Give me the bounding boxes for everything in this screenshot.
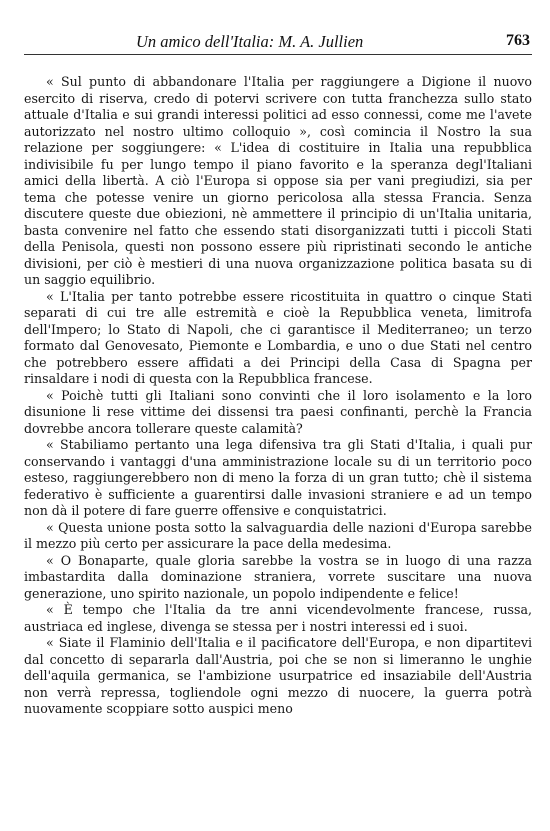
- paragraph: « Sul punto di abbandonare l'Italia per raggiungere a Digione il nuovo esercito di riserva, credo di potervi scrivere con tutta franchezza sullo stato attuale d'Italia e sui grandi interessi politici ad esso connessi, come me l'avete autorizzato nel nostro ultimo colloquio », così comincia il Nostro la sua relazione per soggiungere: « L'idea di costituire in Italia una repubblica indivisibile fu per lungo tempo il piano favorito e la speranza degl'Italiani amici della libertà. A ciò l'Europa si oppose sia per vani pregiudizi, sia per tema che potesse venire un giorno pericolosa alla stessa Francia. Senza discutere queste due obiezioni, nè ammettere il principio di un'Italia unitaria, basta convenire nel fatto che essendo stati disorganizzati tutti i piccoli Stati della Penisola, questi non possono essere più ripristinati secondo le antiche divisioni, per ciò è mestieri di una nuova organizzazione politica basata su di un saggio equilibrio.: [24, 74, 532, 287]
- running-title: Un amico dell'Italia: M. A. Jullien: [136, 32, 364, 51]
- paragraph: « O Bonaparte, quale gloria sarebbe la vostra se in luogo di una razza imbastardita dalla dominazione straniera, vorrete suscitare una nuova generazione, uno spirito nazionale, un popolo indipendente e felice!: [24, 552, 532, 601]
- paragraph: « Questa unione posta sotto la salvaguardia delle nazioni d'Europa sarebbe il mezzo più certo per assicurare la pace della medesima.: [24, 519, 532, 551]
- body-text: [24, 74, 532, 718]
- paragraph: « Poichè tutti gli Italiani sono convinti che il loro isolamento e la loro disunione li rese vittime dei dissensi tra paesi confinanti, perchè la Francia dovrebbe ancora tollerare queste calamità?: [24, 387, 532, 436]
- page-number: 763: [506, 32, 530, 49]
- paragraph: « È tempo che l'Italia da tre anni vicendevolmente francese, russa, austriaca ed inglese, divenga se stessa per i nostri interessi ed i suoi.: [24, 602, 532, 634]
- paragraph: « Siate il Flaminio dell'Italia e il pacificatore dell'Europa, e non dipartitevi dal concetto di separarla dall'Austria, poi che se non si limeranno le unghie dell'aquila germanica, se l'ambizione usurpatrice ed insaziabile dell'Austria non verrà repressa, togliendole ogni mezzo di nuocere, la guerra potrà nuovamente scoppiare sotto auspici meno: [24, 635, 532, 716]
- page-header: [24, 30, 532, 55]
- paragraph: « L'Italia per tanto potrebbe essere ricostituita in quattro o cinque Stati separati di cui tre alle estremità e cioè la Repubblica veneta, limitrofa dell'Impero; lo Stato di Napoli, che ci garantisce il Mediterraneo; un terzo formato dal Genovesato, Piemonte e Lombardia, e uno o due Stati nel centro che potrebbero essere affidati a dei Principi della Casa di Spagna per rinsaldare i nodi di questa con la Repubblica francese.: [24, 288, 532, 386]
- paragraph: « Stabiliamo pertanto una lega difensiva tra gli Stati d'Italia, i quali pur conservando i vantaggi d'una amministrazione locale su di un territorio poco esteso, raggiungerebbero non di meno la forza di un gran tutto; chè il sistema federativo è sufficiente a guarentirsi dalle invasioni straniere e ad un tempo non dà il potere di fare guerre offensive e conquistatrici.: [24, 437, 532, 518]
